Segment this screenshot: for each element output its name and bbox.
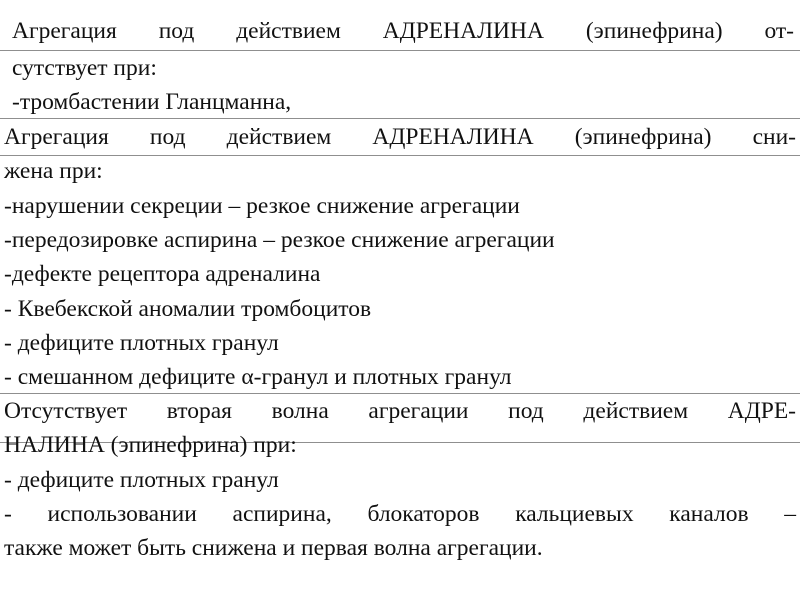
section1-heading-line1: Агрегация под действием АДРЕНАЛИНА (эпинефрина) от- — [12, 18, 794, 44]
section3-item-line2: также может быть снижена и первая волна агрегации. — [4, 535, 543, 561]
section2-heading-line2: жена при: — [4, 158, 103, 184]
section2-heading-line1: Агрегация под действием АДРЕНАЛИНА (эпинефрина) сни- — [4, 124, 796, 150]
section2-item: - Квебекской аномалии тромбоцитов — [4, 296, 372, 322]
section1-heading-line2: сутствует при: — [12, 55, 157, 81]
section2-item: -передозировке аспирина – резкое снижение агрегации — [4, 227, 555, 253]
section2-item: - дефиците плотных гранул — [4, 330, 279, 356]
section3-item-line1: - использовании аспирина, блокаторов кальциевых каналов – — [4, 501, 796, 527]
section2-item: -нарушении секреции – резкое снижение агрегации — [4, 193, 520, 219]
section1-item: -тромбастении Гланцманна, — [12, 89, 292, 115]
separator-rule — [0, 118, 800, 119]
section2-item: - смешанном дефиците α-гранул и плотных гранул — [4, 364, 512, 390]
separator-rule — [0, 393, 800, 394]
section2-item: -дефекте рецептора адреналина — [4, 261, 321, 287]
section3-heading-line2: НАЛИНА (эпинефрина) при: — [4, 432, 297, 458]
section3-item: - дефиците плотных гранул — [4, 467, 279, 493]
separator-rule — [0, 50, 800, 51]
section3-heading-line1: Отсутствует вторая волна агрегации под действием АДРЕ- — [4, 398, 796, 424]
